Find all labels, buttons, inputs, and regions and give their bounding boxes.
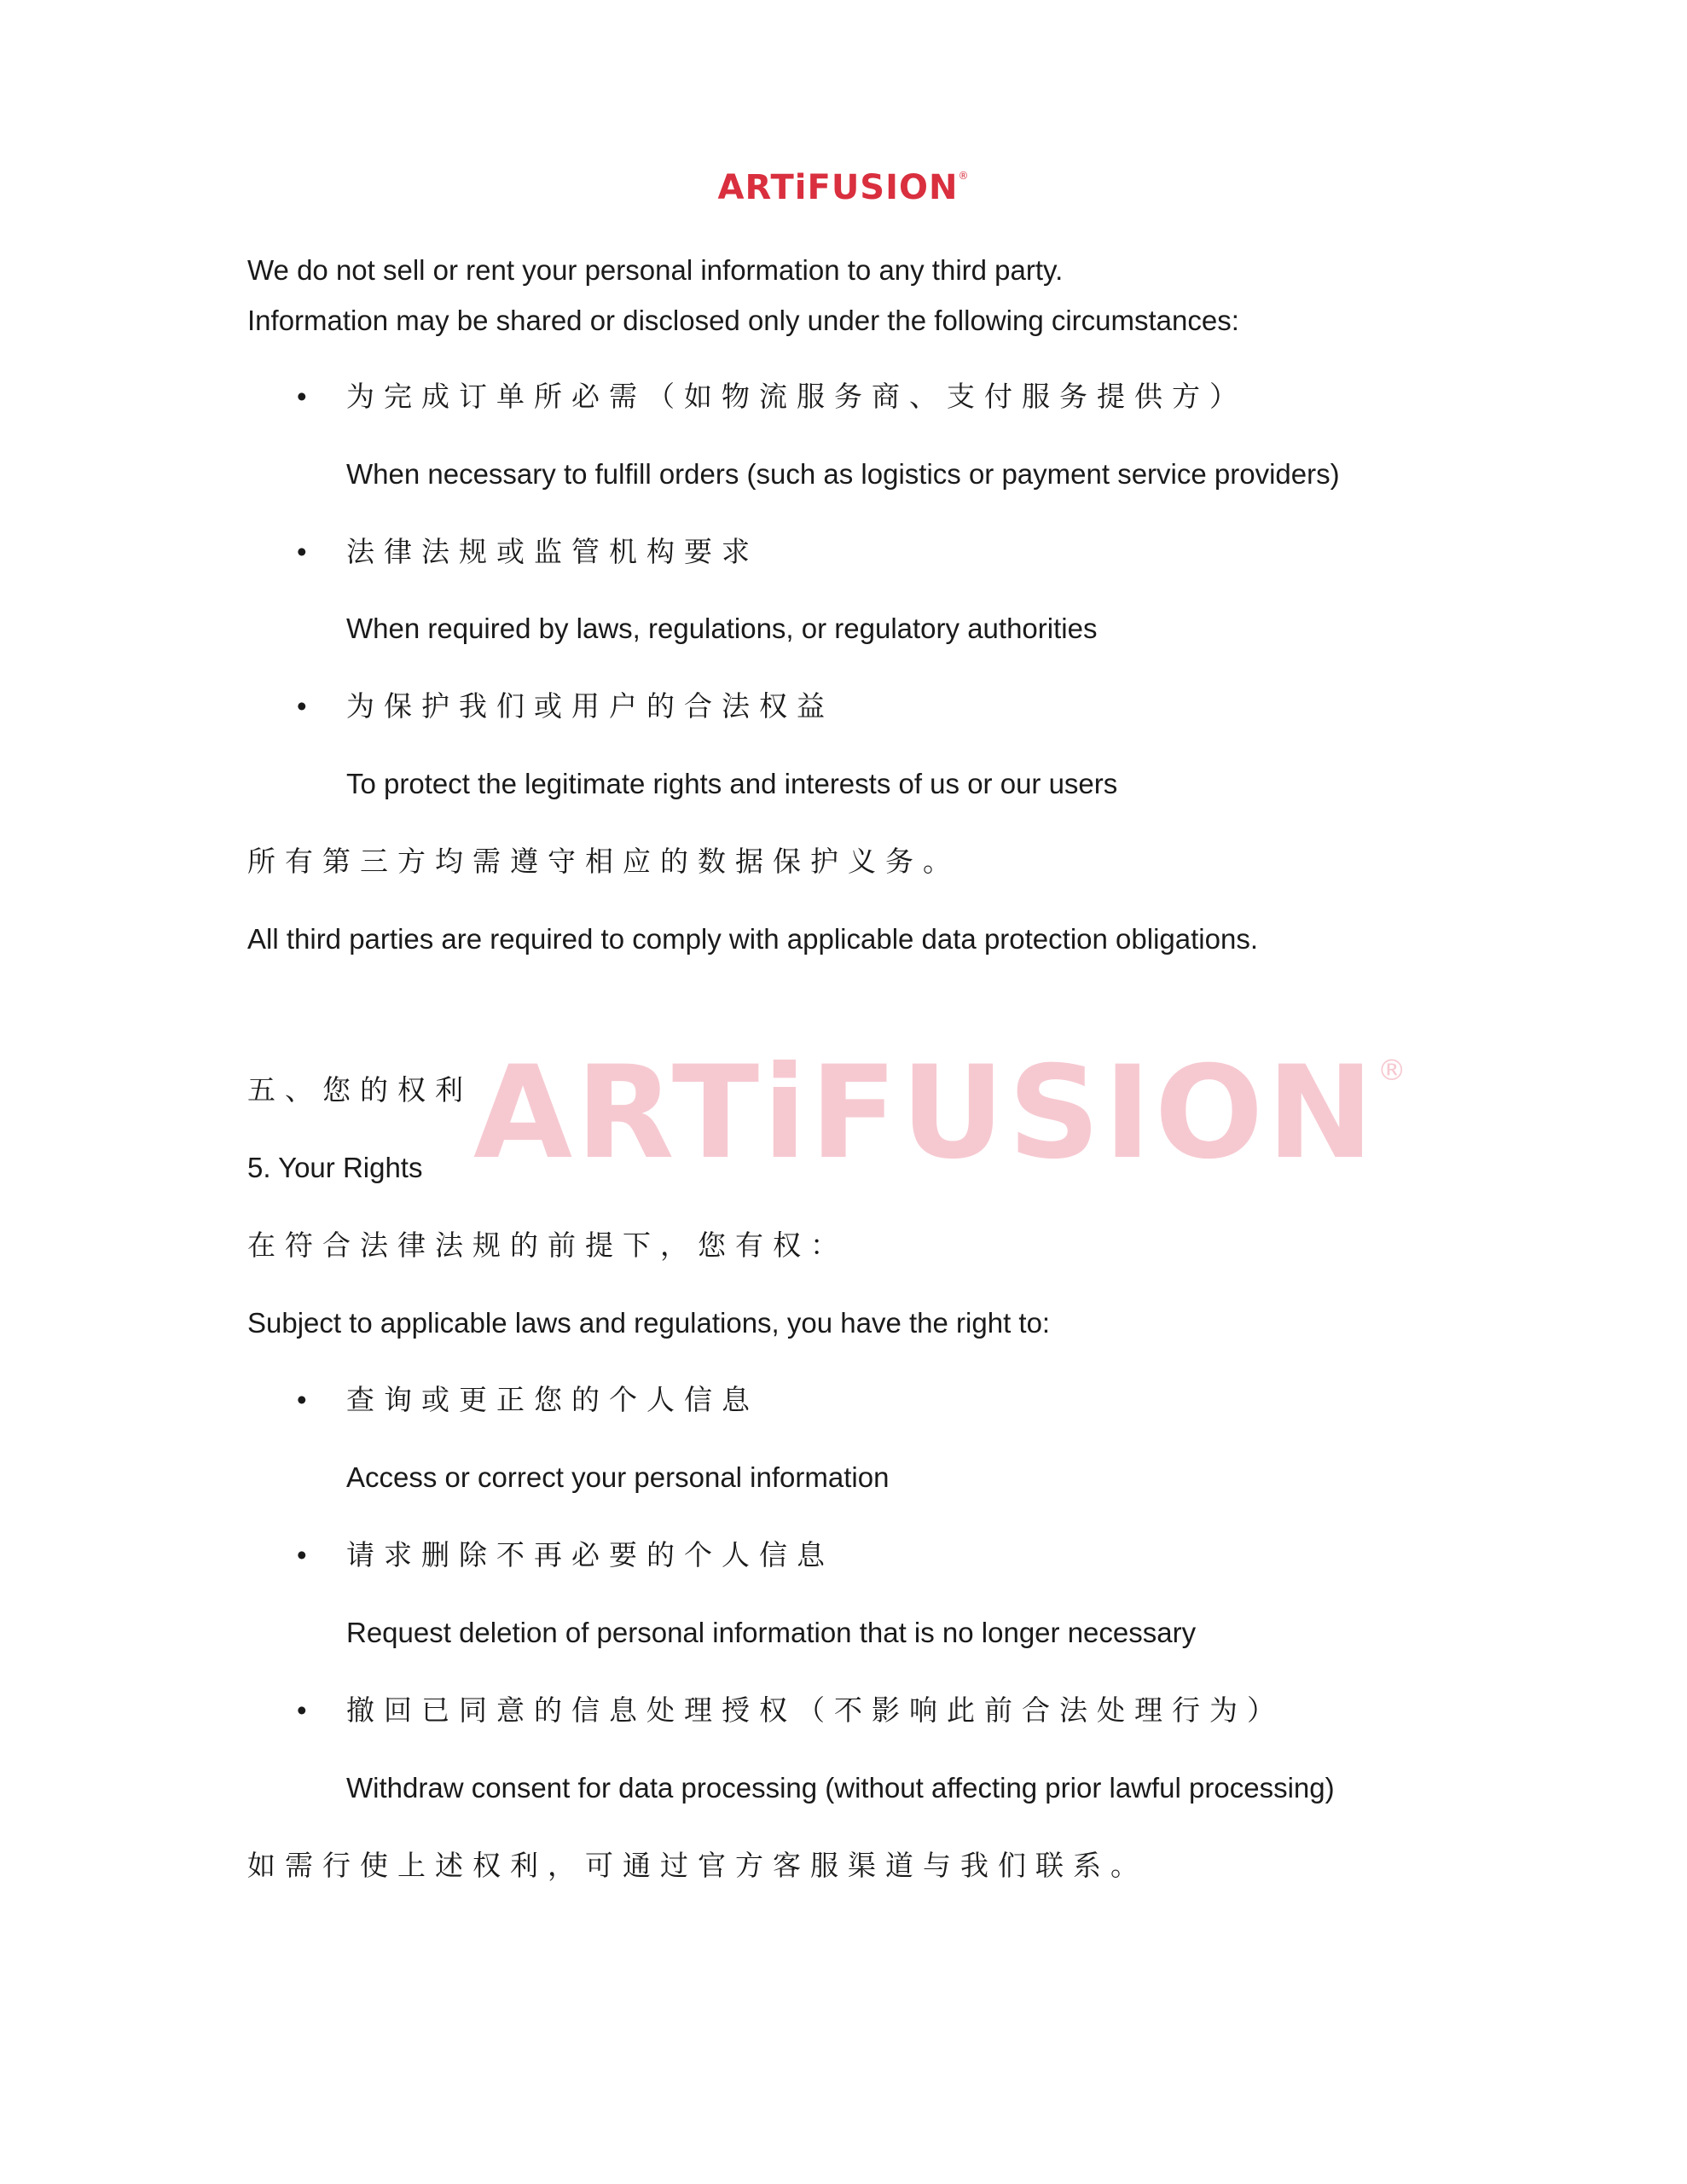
artifusion-logo xyxy=(0,168,1687,207)
sharing-item-en: When necessary to fulfill orders (such as logistics or payment service providers) xyxy=(346,457,1340,490)
rights-list-item xyxy=(247,1382,1458,1419)
sharing-closing-en: All third parties are required to comply with applicable data protection obligations. xyxy=(247,923,1258,956)
sharing-list-item xyxy=(247,379,1458,415)
section-heading-en: 5. Your Rights xyxy=(247,1151,423,1183)
watermark-registered-mark: ® xyxy=(1377,1054,1410,1088)
bullet-icon: • xyxy=(297,1539,307,1571)
rights-item-en: Withdraw consent for data processing (without affecting prior lawful processing) xyxy=(346,1771,1335,1804)
sharing-item-zh: 为保护我们或用户的合法权益 xyxy=(346,689,834,723)
section-heading-zh: 五、您的权利 xyxy=(247,1072,472,1107)
sharing-item-en: To protect the legitimate rights and interests of us or our users xyxy=(346,768,1118,800)
logo-registered-mark: ® xyxy=(958,170,970,182)
rights-closing-zh: 如需行使上述权利，可通过官方客服渠道与我们联系。 xyxy=(247,1848,1148,1882)
sharing-intro-line-1: We do not sell or rent your personal information to any third party. xyxy=(247,254,1064,286)
rights-item-zh: 查询或更正您的个人信息 xyxy=(346,1383,759,1417)
rights-item-zh: 撤回已同意的信息处理授权（不影响此前合法处理行为） xyxy=(346,1693,1284,1728)
rights-item-en: Request deletion of personal information that is no longer necessary xyxy=(346,1617,1197,1649)
bullet-icon: • xyxy=(297,535,307,567)
sharing-intro-line-2: Information may be shared or disclosed only under the following circumstances: xyxy=(247,304,1239,336)
rights-intro-en: Subject to applicable laws and regulations, you have the right to: xyxy=(247,1306,1051,1339)
watermark-text: ARTiFUSION xyxy=(473,1039,1377,1188)
bullet-icon: • xyxy=(297,1694,307,1727)
sharing-item-zh: 为完成订单所必需（如物流服务商、支付服务提供方） xyxy=(346,379,1247,413)
sharing-item-en: When required by laws, regulations, or regulatory authorities xyxy=(346,613,1098,645)
rights-intro-zh: 在符合法律法规的前提下，您有权： xyxy=(247,1228,848,1262)
document-body xyxy=(247,253,1458,1885)
bullet-icon: • xyxy=(297,690,307,723)
logo-text: ARTiFUSION xyxy=(717,168,959,207)
bullet-icon: • xyxy=(297,380,307,412)
sharing-list-item xyxy=(247,688,1458,725)
rights-item-en: Access or correct your personal information xyxy=(346,1461,890,1494)
rights-item-zh: 请求删除不再必要的个人信息 xyxy=(346,1538,834,1572)
rights-list-item xyxy=(247,1693,1458,1729)
sharing-list-item xyxy=(247,534,1458,571)
sharing-item-zh: 法律法规或监管机构要求 xyxy=(346,534,759,568)
rights-list-item xyxy=(247,1537,1458,1574)
sharing-closing-zh: 所有第三方均需遵守相应的数据保护义务。 xyxy=(247,845,960,879)
bullet-icon: • xyxy=(297,1384,307,1416)
